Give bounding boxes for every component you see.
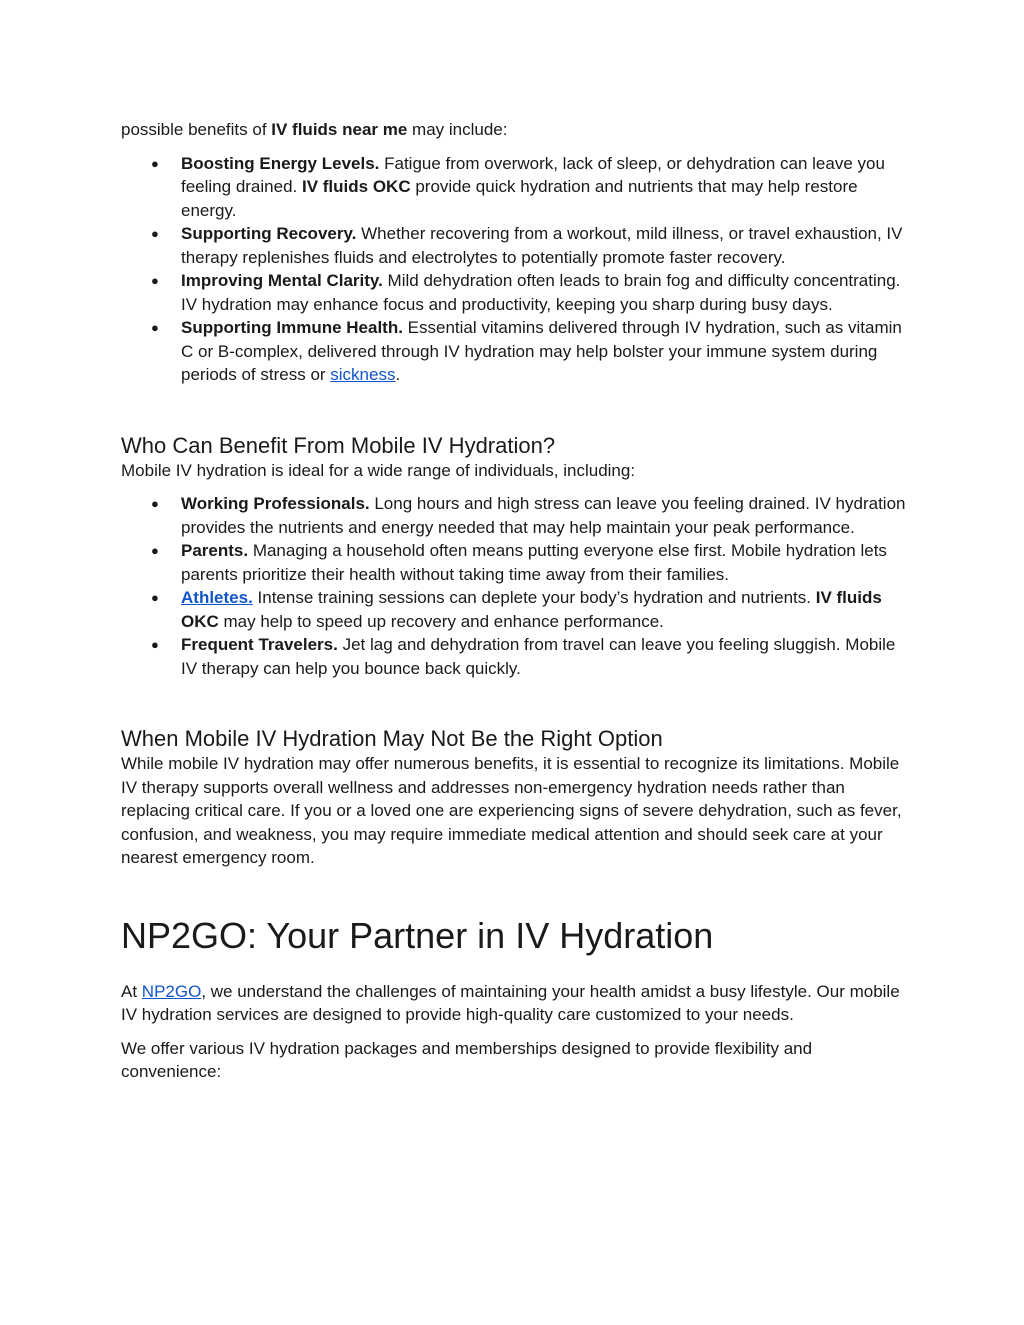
np2go-link[interactable]: NP2GO (141, 981, 202, 1001)
item-text: provide quick hydration and nutrients that may help restore energy. (181, 177, 858, 220)
item-title: Supporting Recovery. (181, 224, 357, 243)
item-text: Whether recovering from a workout, mild illness, or travel exhaustion, IV therapy replenishes fluids and electrolytes to potentially promote faster recovery. (181, 224, 903, 267)
item-title: Athletes. (181, 588, 253, 607)
item-text: Intense training sessions can deplete your body’s hydration and nutrients. (252, 588, 816, 607)
bullet: ● (151, 273, 159, 288)
list-item (121, 316, 911, 387)
list-item (121, 492, 911, 539)
np2go-paragraph (121, 980, 911, 1027)
list-item (121, 539, 911, 586)
audience-list (121, 492, 911, 680)
item-text: may help to speed up recovery and enhance performance. (218, 611, 664, 631)
paragraph-text: At (121, 981, 142, 1001)
item-bold: IV fluids OKC (301, 177, 411, 196)
list-item (121, 586, 911, 633)
sickness-link[interactable]: sickness (330, 365, 396, 384)
packages-paragraph: We offer various IV hydration packages and memberships designed to provide flexibility and convenience: (121, 1038, 813, 1081)
item-text: Jet lag and dehydration from travel can leave you feeling sluggish. Mobile IV therapy can help you bounce back quickly. (181, 635, 896, 678)
intro-text: possible benefits of (121, 120, 272, 139)
page-title: NP2GO: Your Partner in IV Hydration (121, 914, 714, 956)
benefits-intro (121, 118, 911, 142)
bullet: ● (151, 496, 159, 511)
section-body: While mobile IV hydration may offer numerous benefits, it is essential to recognize its limitations. Mobile IV therapy supports overall wellness and addresses non-emergency hydration needs rather than replacing critical care. If you or a loved one are experiencing signs of severe dehydration, such as fever, confusion, and weakness, you may require immediate medical attention and should seek care at your nearest emergency room. (121, 754, 902, 867)
bullet: ● (151, 320, 159, 335)
item-text: Long hours and high stress can leave you feeling drained. IV hydration provides the nutrients and energy needed that may help maintain your peak performance. (181, 494, 906, 537)
bullet: ● (151, 590, 159, 605)
item-text: . (395, 365, 401, 384)
item-title: Working Professionals. (181, 494, 370, 513)
bullet: ● (151, 226, 159, 241)
bullet: ● (151, 155, 159, 171)
item-title: Frequent Travelers. (181, 635, 338, 654)
item-title: Supporting Immune Health. (181, 318, 403, 337)
section-heading-not-right-option: When Mobile IV Hydration May Not Be the Right Option (121, 726, 663, 751)
bullet: ● (151, 543, 159, 558)
item-text: Essential vitamins delivered through IV hydration, such as vitamin C or B-complex, delivered through IV hydration may help bolster your immune system during periods of stress or (181, 318, 902, 384)
intro-bold: IV fluids near me (271, 120, 408, 139)
athletes-link[interactable] (181, 588, 253, 607)
list-item (121, 269, 911, 316)
list-item (121, 152, 911, 223)
benefits-list (121, 152, 911, 387)
item-title: Parents. (181, 541, 249, 560)
paragraph-text: , we understand the challenges of maintaining your health amidst a busy lifestyle. Our mobile IV hydration services are designed to provide high-quality care customized to your needs. (121, 981, 900, 1024)
section-heading-who-can-benefit: Who Can Benefit From Mobile IV Hydration? (121, 432, 556, 458)
list-item (121, 222, 911, 269)
item-title: Boosting Energy Levels. (181, 153, 380, 173)
document-page (121, 118, 911, 1084)
list-item (121, 633, 911, 680)
item-text: Fatigue from overwork, lack of sleep, or dehydration can leave you feeling drained. (181, 153, 885, 196)
item-text: Mild dehydration often leads to brain fog and difficulty concentrating. IV hydration may enhance focus and productivity, keeping you sharp during busy days. (181, 271, 901, 314)
item-title: Improving Mental Clarity. (181, 271, 383, 290)
intro-text-end: may include: (407, 120, 508, 139)
item-bold: IV fluids OKC (181, 588, 882, 631)
item-text: Managing a household often means putting everyone else first. Mobile hydration lets parents prioritize their health without taking time away from their families. (181, 541, 887, 584)
section-intro: Mobile IV hydration is ideal for a wide range of individuals, including: (121, 460, 636, 480)
bullet: ● (151, 637, 159, 652)
